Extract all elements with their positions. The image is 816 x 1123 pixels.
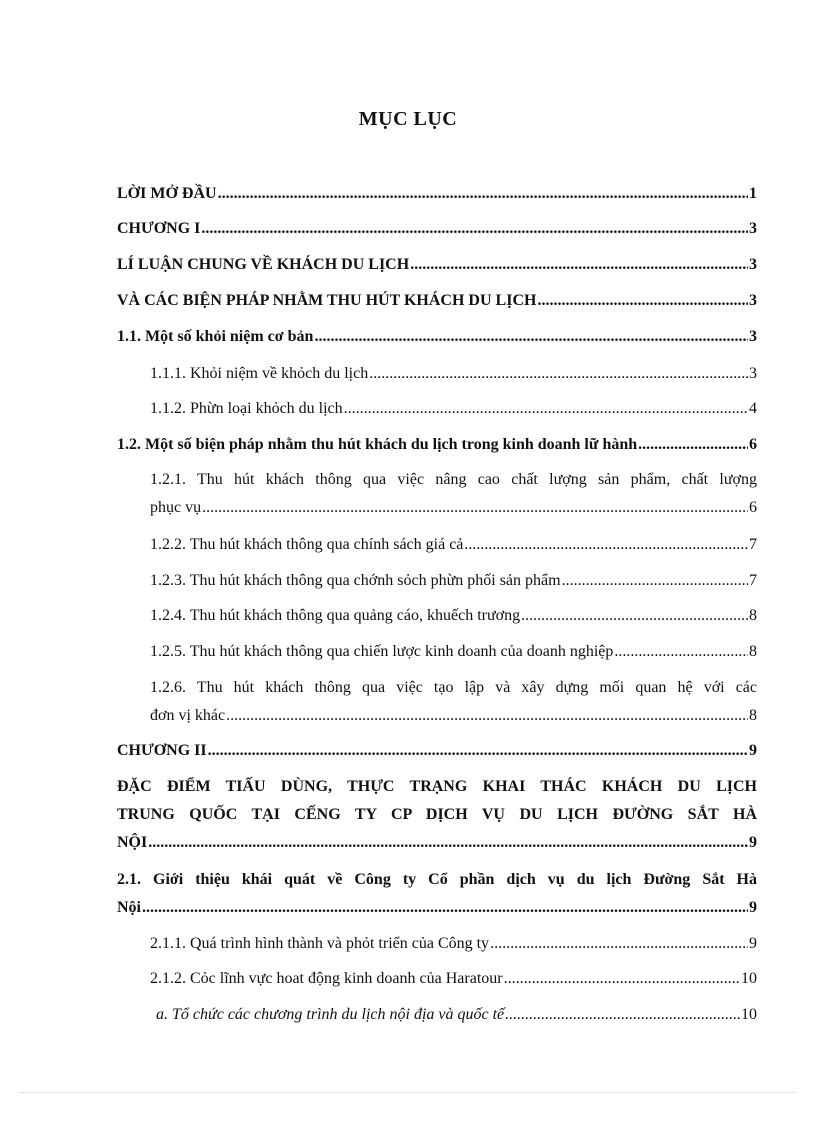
toc-entry-title: a. Tổ chức các chương trình du lịch nội địa và quốc tế <box>156 1006 505 1023</box>
dot-leader <box>142 898 748 918</box>
dot-leader <box>562 571 748 591</box>
toc-entry-title: NỘI <box>117 834 148 851</box>
toc-page-number: 10 <box>741 970 757 987</box>
toc-entry[interactable] <box>150 606 757 626</box>
dot-leader <box>202 498 748 518</box>
toc-entry-title: 1.1.1. Khỏi niệm về khỏch du lịch <box>150 365 369 382</box>
toc-entry[interactable] <box>150 535 757 555</box>
toc-entry-title: Nội <box>117 899 141 916</box>
toc-entry-title: 2.1.1. Quá trình hình thành và phỏt triển của Công ty <box>150 935 490 952</box>
toc-entry-wrapped-line[interactable]: TRUNG QUỐC TẠI CẾNG TY CP DỊCH VỤ DU LỊCH ĐƯỜNG SẮT HÀ <box>117 806 757 823</box>
toc-entry[interactable] <box>117 435 757 455</box>
toc-entry-title: 1.1.2. Phừn loại khỏch du lịch <box>150 400 343 417</box>
toc-page-number: 6 <box>749 436 757 453</box>
dot-leader <box>464 535 748 555</box>
toc-entry-title: CHƯƠNG I <box>117 220 201 237</box>
toc-page-number: 3 <box>749 328 757 345</box>
toc-entry[interactable] <box>150 706 757 726</box>
toc-entry[interactable] <box>150 364 757 384</box>
toc-entry[interactable] <box>150 1005 757 1025</box>
toc-entry-title: LỜI MỞ ĐẦU <box>117 185 217 202</box>
toc-entry[interactable] <box>150 934 757 954</box>
toc-page-number: 7 <box>749 536 757 553</box>
toc-entry-title: 2.1.2. Cỏc lĩnh vực hoat động kinh doanh của Haratour <box>150 970 503 987</box>
dot-leader <box>521 606 748 626</box>
toc-page-number: 10 <box>741 1006 757 1023</box>
toc-page-number: 3 <box>749 365 757 382</box>
toc-page-number: 8 <box>749 607 757 624</box>
toc-page-number: 3 <box>749 292 757 309</box>
toc-page-number: 8 <box>749 643 757 660</box>
toc-entry-title: 1.2.5. Thu hút khách thông qua chiến lược kinh doanh của doanh nghiệp <box>150 643 614 660</box>
toc-page-number: 9 <box>749 834 757 851</box>
dot-leader <box>614 642 748 662</box>
toc-entry-title: phục vụ <box>150 499 202 516</box>
dot-leader <box>369 364 748 384</box>
toc-entry-title: đơn vị khác <box>150 707 226 724</box>
toc-entry[interactable] <box>117 184 757 204</box>
dot-leader <box>314 327 748 347</box>
dot-leader <box>218 184 748 204</box>
dot-leader <box>208 741 748 761</box>
toc-entry-title: 1.1. Một số khỏi niệm cơ bản <box>117 328 314 345</box>
toc-page-number: 9 <box>749 935 757 952</box>
toc-entry[interactable] <box>117 833 757 853</box>
page-bottom-divider <box>20 1092 796 1093</box>
toc-entry[interactable] <box>150 642 757 662</box>
toc-page-number: 9 <box>749 899 757 916</box>
toc-entry[interactable] <box>150 399 757 419</box>
dot-leader <box>504 969 740 989</box>
toc-entry-wrapped-line[interactable]: 1.2.6. Thu hút khách thông qua việc tạo lập và xây dựng mối quan hệ với các <box>150 679 757 696</box>
toc-entry[interactable] <box>150 571 757 591</box>
dot-leader <box>344 399 748 419</box>
dot-leader <box>537 291 748 311</box>
dot-leader <box>490 934 748 954</box>
toc-page-number: 8 <box>749 707 757 724</box>
dot-leader <box>410 255 748 275</box>
toc-entry-wrapped-line[interactable]: 1.2.1. Thu hút khách thông qua việc nâng cao chất lượng sản phẩm, chất lượng <box>150 471 757 488</box>
toc-page-number: 3 <box>749 256 757 273</box>
dot-leader <box>226 706 748 726</box>
dot-leader <box>505 1005 740 1025</box>
toc-entry-title: 1.2. Một số biện pháp nhằm thu hút khách du lịch trong kinh doanh lữ hành <box>117 436 638 453</box>
dot-leader <box>148 833 748 853</box>
toc-page-number: 1 <box>749 185 757 202</box>
toc-entry-wrapped-line[interactable]: 2.1. Giới thiệu khái quát về Công ty Cổ phần dịch vụ du lịch Đường Sắt Hà <box>117 871 757 888</box>
toc-entry[interactable] <box>117 219 757 239</box>
toc-page-number: 3 <box>749 220 757 237</box>
toc-entry-title: CHƯƠNG II <box>117 742 207 759</box>
toc-entry[interactable] <box>117 898 757 918</box>
toc-entry[interactable] <box>150 498 757 518</box>
toc-entry-title: VÀ CÁC BIỆN PHÁP NHẰM THU HÚT KHÁCH DU LỊCH <box>117 292 537 309</box>
page-title: MỤC LỤC <box>358 108 458 130</box>
toc-entry[interactable] <box>117 327 757 347</box>
toc-entry[interactable] <box>117 255 757 275</box>
toc-entry[interactable] <box>117 291 757 311</box>
toc-entry-wrapped-line[interactable]: ĐẶC ĐIỂM TIẤU DÙNG, THỰC TRẠNG KHAI THÁC KHÁCH DU LỊCH <box>117 778 757 795</box>
toc-entry-title: 1.2.3. Thu hút khách thông qua chớnh sỏch phừn phối sản phẩm <box>150 572 561 589</box>
toc-entry-title: 1.2.2. Thu hút khách thông qua chính sách giá cả <box>150 536 464 553</box>
toc-page-number: 4 <box>749 400 757 417</box>
dot-leader <box>201 219 748 239</box>
dot-leader <box>638 435 748 455</box>
toc-entry-title: 1.2.4. Thu hút khách thông qua quảng cáo, khuếch trương <box>150 607 521 624</box>
toc-page-number: 6 <box>749 499 757 516</box>
toc-entry-title: LÍ LUẬN CHUNG VỀ KHÁCH DU LỊCH <box>117 256 410 273</box>
toc-entry[interactable] <box>117 741 757 761</box>
toc-page-number: 7 <box>749 572 757 589</box>
toc-entry[interactable] <box>150 969 757 989</box>
toc-page-number: 9 <box>749 742 757 759</box>
